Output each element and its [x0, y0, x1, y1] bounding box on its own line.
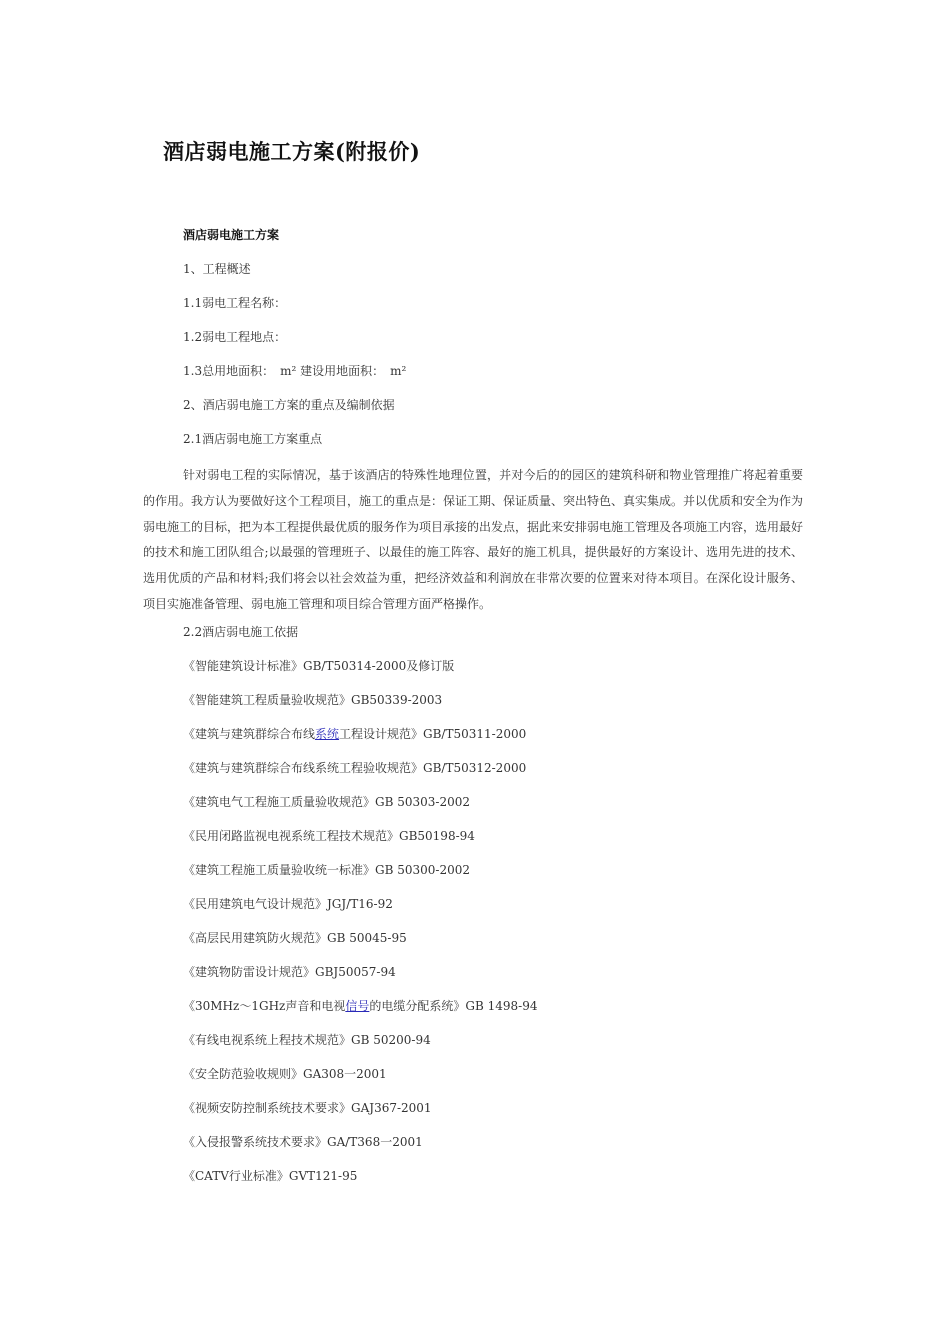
- standard-item: 《有线电视系统上程技术规范》GB 50200-94: [183, 1033, 431, 1047]
- standard-item: 《民用闭路监视电视系统工程技术规范》GB50198-94: [183, 829, 475, 843]
- outline-item-2-1: 2.1酒店弱电施工方案重点: [183, 432, 323, 446]
- standard-item: 《建筑与建筑群综合布线系统工程验收规范》GB/T50312-2000: [183, 761, 527, 775]
- standard-item: 《建筑工程施工质量验收统一标准》GB 50300-2002: [183, 863, 470, 877]
- standard-text: 《30MHz～1GHz声音和电视: [183, 999, 346, 1013]
- standard-item: 《高层民用建筑防火规范》GB 50045-95: [183, 931, 407, 945]
- standard-item: [183, 726, 526, 742]
- signal-link[interactable]: 信号: [345, 999, 370, 1013]
- body-paragraph: 针对弱电工程的实际情况，基于该酒店的特殊性地理位置，并对今后的的园区的建筑科研和物业管理推广将起着重要的作用。我方认为要做好这个工程项目，施工的重点是：保证工期、保证质量、突出特色、真实集成。并以优质和安全为作为弱电施工的目标，把为本工程提供最优质的服务作为项目承接的出发点，据此来安排弱电施工管理及各项施工内容，选用最好的技术和施工团队组合;以最强的管理班子、以最佳的施工阵容、最好的施工机具，提供最好的方案设计、选用先进的技术、选用优质的产品和材料;我们将会以社会效益为重，把经济效益和利润放在非常次要的位置来对待本项目。在深化设计服务、项目实施准备管理、弱电施工管理和项目综合管理方面严格操作。: [143, 468, 804, 611]
- standard-item: 《智能建筑工程质量验收规范》GB50339-2003: [183, 693, 443, 707]
- outline-item-1-3: 1.3总用地面积： m² 建设用地面积： m²: [183, 364, 407, 378]
- standard-item: [183, 998, 537, 1014]
- standard-item: 《CATV行业标准》GVT121-95: [183, 1169, 358, 1183]
- standard-item: 《安全防范验收规则》GA308一2001: [183, 1067, 387, 1081]
- outline-item-2: 2、酒店弱电施工方案的重点及编制依据: [183, 398, 395, 412]
- outline-item-1-1: 1.1弱电工程名称：: [183, 296, 287, 310]
- standard-item: 《民用建筑电气设计规范》JGJ/T16-92: [183, 897, 393, 911]
- basis-heading: 2.2酒店弱电施工依据: [183, 625, 299, 639]
- system-link[interactable]: 系统: [315, 727, 340, 741]
- document-title: 酒店弱电施工方案(附报价): [163, 139, 421, 164]
- outline-item-1-2: 1.2弱电工程地点：: [183, 330, 287, 344]
- standard-item: 《视频安防控制系统技术要求》GAJ367-2001: [183, 1101, 432, 1115]
- standard-text: 工程设计规范》GB/T50311-2000: [339, 727, 527, 741]
- standard-text: 的电缆分配系统》GB 1498-94: [369, 999, 538, 1013]
- standard-text: 《建筑与建筑群综合布线: [183, 727, 316, 741]
- standard-item: 《建筑电气工程施工质量验收规范》GB 50303-2002: [183, 795, 470, 809]
- standard-item: 《入侵报警系统技术要求》GA/T368一2001: [183, 1135, 423, 1149]
- standard-item: 《建筑物防雷设计规范》GBJ50057-94: [183, 965, 396, 979]
- section-subtitle: 酒店弱电施工方案: [183, 228, 280, 242]
- outline-item-1: 1、工程概述: [183, 262, 251, 276]
- standard-item: 《智能建筑设计标准》GB/T50314-2000及修订版: [183, 659, 455, 673]
